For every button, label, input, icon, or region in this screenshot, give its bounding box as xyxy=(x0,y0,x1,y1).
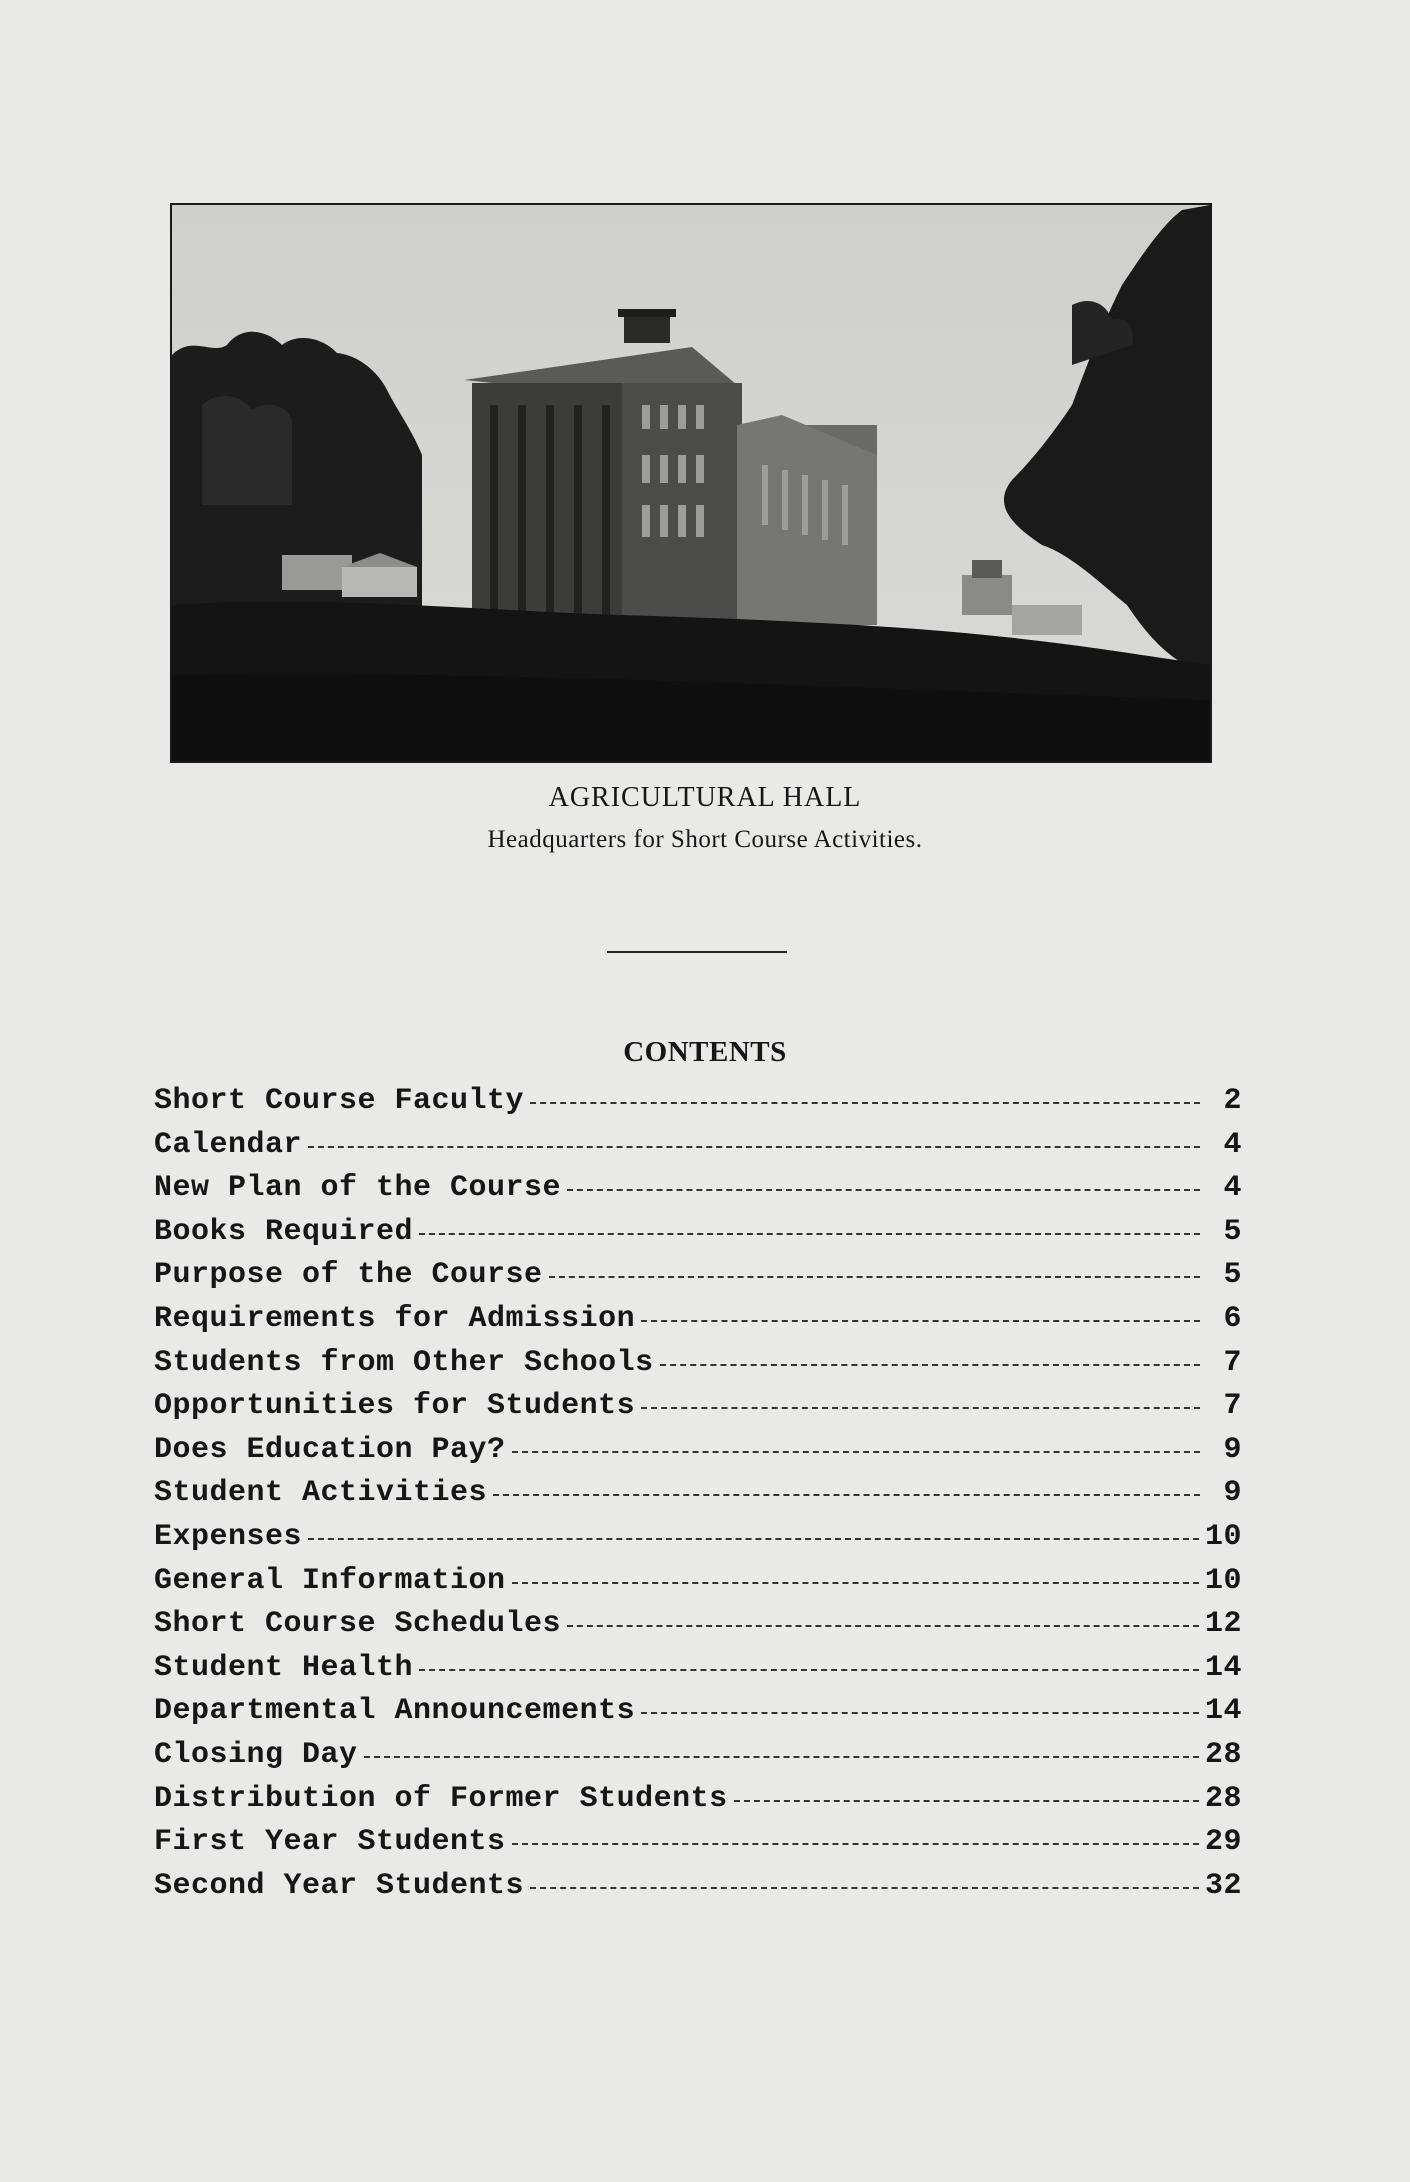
toc-entry-page: 5 xyxy=(1223,1258,1242,1293)
toc-entry xyxy=(154,1476,1242,1520)
toc-entry-title: Short Course Faculty xyxy=(154,1084,525,1118)
toc-entry-title: First Year Students xyxy=(154,1825,506,1860)
toc-entry xyxy=(154,1520,1242,1564)
toc-entry-page: 14 xyxy=(1204,1650,1242,1685)
toc-entry xyxy=(154,1433,1242,1477)
toc-entry-title: Short Course Schedules xyxy=(154,1607,562,1642)
toc-entry-page: 9 xyxy=(1223,1432,1242,1467)
photo-caption-title: AGRICULTURAL HALL xyxy=(548,782,862,813)
toc-entry-title: Purpose of the Course xyxy=(154,1258,543,1293)
photo-caption-subtitle: Headquarters for Short Course Activities. xyxy=(487,826,923,853)
toc-entry-page: 6 xyxy=(1223,1301,1242,1336)
toc-dot-leader xyxy=(641,1320,1200,1322)
toc-entry xyxy=(154,1869,1242,1913)
toc-entry xyxy=(154,1564,1242,1608)
toc-entry-title: Student Health xyxy=(154,1650,414,1685)
building-illustration xyxy=(172,205,1210,761)
toc-entry-page: 14 xyxy=(1204,1694,1242,1729)
toc-entry-page: 4 xyxy=(1223,1127,1242,1162)
toc-dot-leader xyxy=(530,1887,1199,1889)
toc-dot-leader xyxy=(512,1582,1199,1584)
toc-entry-title: Distribution of Former Students xyxy=(154,1781,728,1816)
toc-entry xyxy=(154,1651,1242,1695)
toc-entry xyxy=(154,1607,1242,1651)
toc-entry-page: 2 xyxy=(1223,1084,1242,1118)
toc-entry-page: 9 xyxy=(1223,1476,1242,1511)
toc-entry-title: Books Required xyxy=(154,1214,414,1249)
contents-heading: CONTENTS xyxy=(623,1036,787,1068)
agricultural-hall-photo xyxy=(170,203,1212,763)
toc-entry xyxy=(154,1782,1242,1826)
toc-entry-page: 4 xyxy=(1223,1171,1242,1206)
toc-entry-title: Second Year Students xyxy=(154,1868,525,1903)
toc-dot-leader xyxy=(493,1494,1200,1496)
toc-entry-title: Student Activities xyxy=(154,1476,488,1511)
toc-entry xyxy=(154,1825,1242,1869)
toc-dot-leader xyxy=(549,1276,1200,1278)
toc-dot-leader xyxy=(641,1712,1199,1714)
toc-entry xyxy=(154,1258,1242,1302)
toc-entry-page: 10 xyxy=(1204,1563,1242,1598)
table-of-contents xyxy=(154,1084,1242,1912)
toc-entry xyxy=(154,1694,1242,1738)
toc-entry-title: Calendar xyxy=(154,1127,303,1162)
toc-entry-title: General Information xyxy=(154,1563,506,1598)
toc-entry-title: Does Education Pay? xyxy=(154,1432,506,1467)
toc-dot-leader xyxy=(641,1407,1200,1409)
toc-entry xyxy=(154,1128,1242,1172)
toc-entry-title: Students from Other Schools xyxy=(154,1345,654,1380)
section-divider xyxy=(607,951,787,953)
toc-entry xyxy=(154,1738,1242,1782)
toc-dot-leader xyxy=(419,1669,1199,1671)
toc-entry-page: 28 xyxy=(1204,1781,1242,1816)
toc-entry-page: 32 xyxy=(1204,1868,1242,1903)
toc-dot-leader xyxy=(660,1364,1200,1366)
toc-entry-title: Expenses xyxy=(154,1519,303,1554)
toc-entry xyxy=(154,1302,1242,1346)
toc-entry-title: Closing Day xyxy=(154,1737,358,1772)
toc-entry-page: 10 xyxy=(1204,1519,1242,1554)
toc-entry xyxy=(154,1171,1242,1215)
toc-dot-leader xyxy=(512,1451,1200,1453)
toc-entry xyxy=(154,1346,1242,1390)
toc-dot-leader xyxy=(567,1625,1199,1627)
toc-dot-leader xyxy=(530,1102,1200,1104)
toc-entry-page: 12 xyxy=(1204,1607,1242,1642)
toc-entry-title: Requirements for Admission xyxy=(154,1301,636,1336)
toc-entry-title: Opportunities for Students xyxy=(154,1389,636,1424)
toc-dot-leader xyxy=(512,1843,1199,1845)
toc-entry xyxy=(154,1215,1242,1259)
toc-entry xyxy=(154,1084,1242,1128)
toc-entry-title: New Plan of the Course xyxy=(154,1171,562,1206)
toc-entry-page: 29 xyxy=(1204,1825,1242,1860)
toc-dot-leader xyxy=(567,1189,1200,1191)
toc-entry-page: 5 xyxy=(1223,1214,1242,1249)
toc-dot-leader xyxy=(419,1233,1200,1235)
toc-dot-leader xyxy=(364,1756,1199,1758)
toc-entry-page: 28 xyxy=(1204,1737,1242,1772)
toc-entry-page: 7 xyxy=(1223,1389,1242,1424)
toc-dot-leader xyxy=(734,1800,1199,1802)
toc-entry xyxy=(154,1389,1242,1433)
toc-entry-page: 7 xyxy=(1223,1345,1242,1380)
toc-dot-leader xyxy=(308,1146,1200,1148)
toc-dot-leader xyxy=(308,1538,1199,1540)
toc-entry-title: Departmental Announcements xyxy=(154,1694,636,1729)
